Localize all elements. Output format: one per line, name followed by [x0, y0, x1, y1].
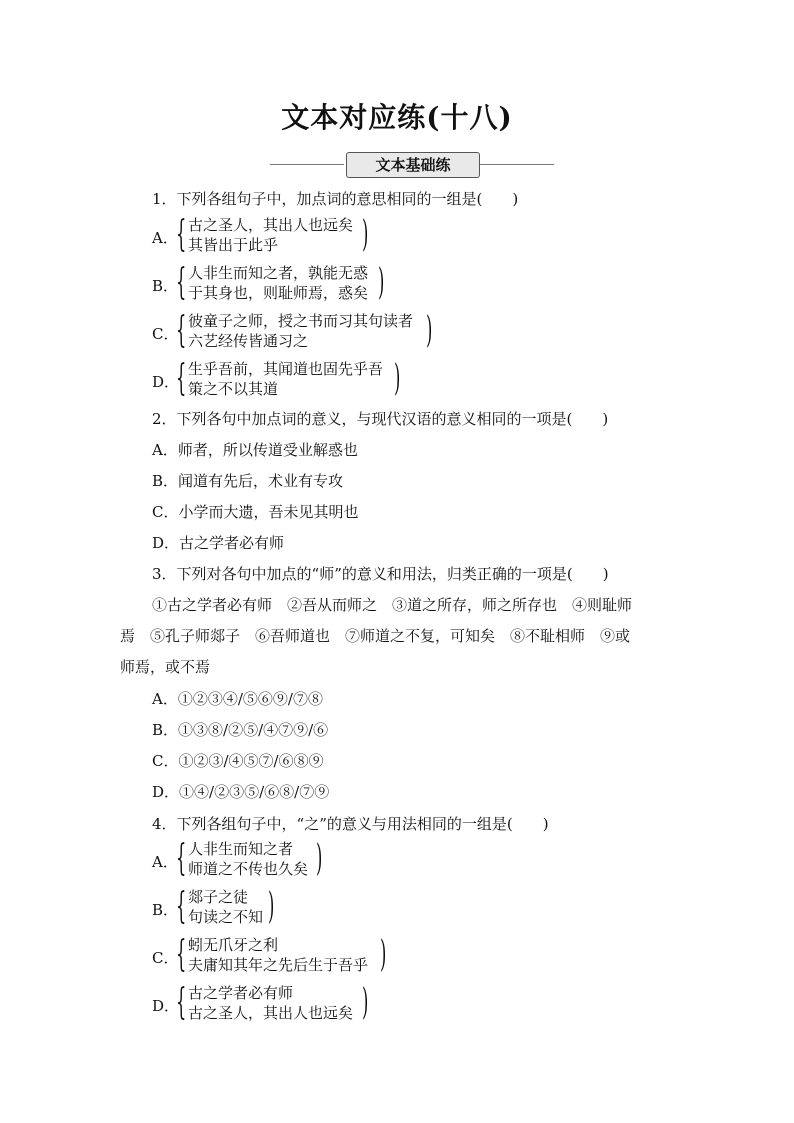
q1-option-a-line-1: 古之圣人，其出人也远矣	[188, 216, 354, 234]
q2-option-c: C．小学而大遗，吾未见其明也	[152, 503, 359, 521]
q4-option-a-label: A．	[152, 853, 178, 871]
q4-option-b-line-1: 郯子之徒	[188, 888, 249, 906]
right-brace: )	[380, 934, 387, 975]
q3-passage-line-3: 师焉，或不焉	[120, 658, 211, 676]
q1-option-d-line-1: 生乎吾前，其闻道也固先乎吾	[188, 360, 384, 378]
question-3-stem: 3．下列对各句中加点的“师”的意义和用法，归类正确的一项是( )	[152, 565, 609, 583]
q4-option-c-label: C．	[152, 949, 179, 967]
q1-option-b-line-2: 于其身也，则耻师焉，惑矣	[188, 284, 369, 302]
q4-option-b-line-2: 句读之不知	[188, 908, 264, 926]
q1-option-a-line-2: 其皆出于此乎	[188, 236, 279, 254]
section-banner-label: 文本基础练	[346, 152, 480, 178]
banner-rule-right	[480, 164, 554, 165]
q2-option-b: B．闻道有先后，术业有专攻	[152, 472, 344, 490]
q1-option-b-line-1: 人非生而知之者，孰能无惑	[188, 264, 369, 282]
q1-option-c-line-2: 六艺经传皆通习之	[188, 332, 309, 350]
right-brace: )	[268, 886, 275, 927]
left-brace: {	[176, 886, 187, 927]
q2-option-a: A．师者，所以传道受业解惑也	[152, 441, 358, 459]
banner-rule-left	[270, 164, 344, 165]
q4-option-c-line-2: 夫庸知其年之先后生于吾乎	[188, 956, 369, 974]
right-brace: )	[362, 982, 369, 1023]
question-4-stem: 4．下列各组句子中，“之”的意义与用法相同的一组是( )	[152, 815, 549, 833]
left-brace: {	[176, 838, 187, 879]
page-title: 文本对应练(十八)	[281, 101, 513, 134]
right-brace: )	[394, 358, 401, 399]
right-brace: )	[362, 214, 369, 255]
q3-option-b: B．①③⑧/②⑤/④⑦⑨/⑥	[152, 721, 329, 739]
section-banner	[270, 152, 554, 178]
left-brace: {	[176, 982, 187, 1023]
q4-option-a-line-1: 人非生而知之者	[188, 840, 294, 858]
left-brace: {	[176, 358, 187, 399]
q1-option-c-label: C．	[152, 325, 179, 343]
q4-option-b-label: B．	[152, 901, 179, 919]
right-brace: )	[378, 262, 385, 303]
right-brace: )	[426, 310, 433, 351]
q1-option-b-label: B．	[152, 277, 179, 295]
q4-option-d-label: D．	[152, 997, 180, 1015]
question-2-stem: 2．下列各句中加点词的意义，与现代汉语的意义相同的一项是( )	[152, 410, 609, 428]
left-brace: {	[176, 310, 187, 351]
q1-option-a-label: A．	[152, 229, 178, 247]
q3-passage-line-2: 焉 ⑤孔子师郯子 ⑥吾师道也 ⑦师道之不复，可知矣 ⑧不耻相师 ⑨或	[120, 627, 631, 645]
left-brace: {	[176, 934, 187, 975]
q1-option-d-line-2: 策之不以其道	[188, 380, 279, 398]
q4-option-a-line-2: 师道之不传也久矣	[188, 860, 309, 878]
q1-option-c-line-1: 彼童子之师，授之书而习其句读者	[188, 312, 414, 330]
left-brace: {	[176, 262, 187, 303]
right-brace: )	[316, 838, 323, 879]
q3-option-c: C．①②③/④⑤⑦/⑥⑧⑨	[152, 752, 324, 770]
q4-option-d-line-1: 古之学者必有师	[188, 984, 294, 1002]
question-1-stem: 1．下列各组句子中，加点词的意思相同的一组是( )	[152, 190, 519, 208]
q3-option-a: A．①②③④/⑤⑥⑨/⑦⑧	[152, 690, 323, 708]
q1-option-d-label: D．	[152, 373, 180, 391]
q3-option-d: D．①④/②③⑤/⑥⑧/⑦⑨	[152, 783, 330, 801]
left-brace: {	[176, 214, 187, 255]
q4-option-d-line-2: 古之圣人，其出人也远矣	[188, 1004, 354, 1022]
q2-option-d: D．古之学者必有师	[152, 534, 285, 552]
q3-passage-line-1: ①古之学者必有师 ②吾从而师之 ③道之所存，师之所存也 ④则耻师	[152, 596, 633, 614]
q4-option-c-line-1: 蚓无爪牙之利	[188, 936, 279, 954]
